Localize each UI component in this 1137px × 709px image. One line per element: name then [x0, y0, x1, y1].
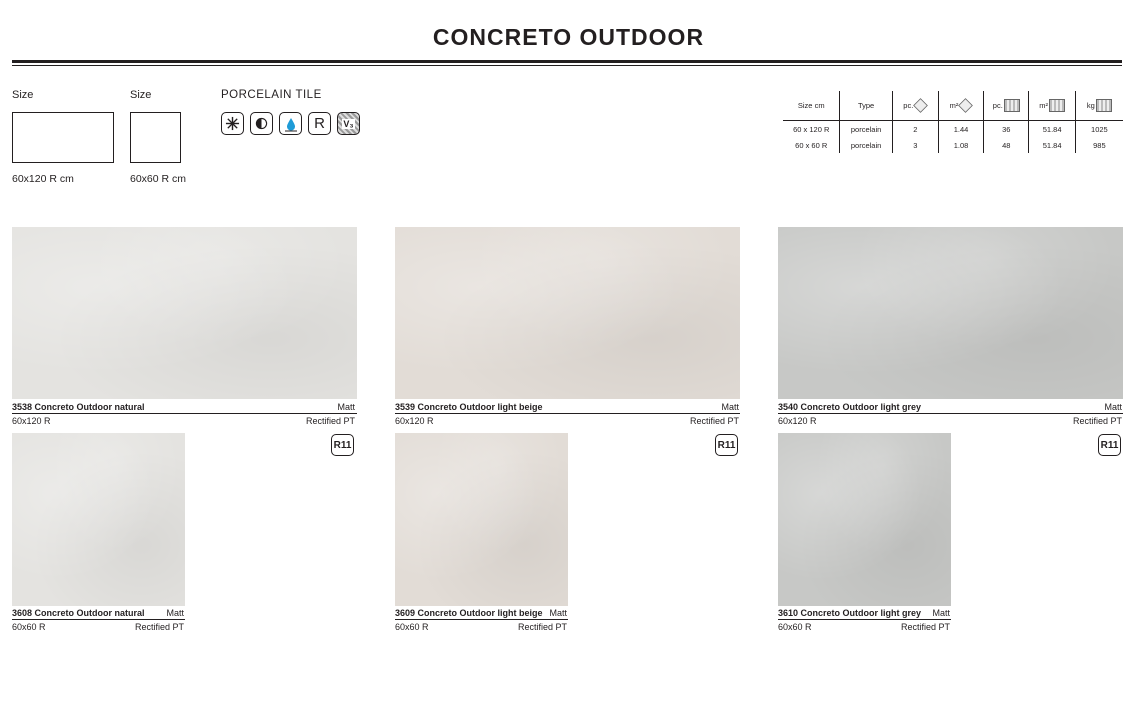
tile-swatch-3610 — [778, 433, 951, 606]
tile-swatch-3608 — [12, 433, 185, 606]
table-row: 60 x 60 R porcelain 3 1.08 48 51.84 985 — [783, 137, 1123, 153]
size-label: Size — [130, 89, 152, 101]
product-name: 3608 Concreto Outdoor natural — [12, 608, 145, 618]
r11-badge: R11 — [1098, 434, 1121, 456]
product-divider — [12, 619, 185, 620]
product-finish: Matt — [166, 608, 184, 618]
col-pc-box: pc. — [892, 91, 938, 121]
product-rectified: Rectified PT — [134, 622, 184, 632]
box-icon — [913, 98, 928, 113]
product-finish: Matt — [721, 402, 739, 412]
shade-variation-label: V₃ — [343, 118, 354, 129]
water-absorption-icon — [279, 112, 302, 135]
product-divider — [12, 413, 357, 414]
product-name: 3609 Concreto Outdoor light beige — [395, 608, 543, 618]
frost-resistant-icon — [221, 112, 244, 135]
product-divider — [395, 413, 740, 414]
product-name: 3540 Concreto Outdoor light grey — [778, 402, 922, 412]
col-m2-pallet: m² — [1029, 91, 1075, 121]
product-finish: Matt — [932, 608, 950, 618]
rectified-icon: R — [308, 112, 331, 135]
half-moon-icon — [250, 112, 273, 135]
product-name: 3610 Concreto Outdoor light grey — [778, 608, 922, 618]
size-label: Size — [12, 89, 34, 101]
product-rectified: Rectified PT — [305, 416, 355, 426]
product-divider — [395, 619, 568, 620]
tile-swatch-3540 — [778, 227, 1123, 399]
product-rectified: Rectified PT — [900, 622, 950, 632]
product-size: 60x60 R — [12, 622, 46, 632]
product-divider — [778, 619, 951, 620]
col-size: Size cm — [783, 91, 840, 121]
size-rect-60x120 — [12, 112, 114, 163]
product-size: 60x60 R — [395, 622, 429, 632]
pallet-icon — [1049, 99, 1065, 112]
col-pc-pallet: pc. — [984, 91, 1029, 121]
size-rect-60x60 — [130, 112, 181, 163]
product-rectified: Rectified PT — [689, 416, 739, 426]
product-name: 3539 Concreto Outdoor light beige — [395, 402, 543, 412]
pallet-icon — [1096, 99, 1112, 112]
title-rule — [12, 60, 1122, 63]
box-icon — [959, 98, 974, 113]
pallet-icon — [1004, 99, 1020, 112]
property-icons — [221, 112, 360, 135]
col-kg-pallet: kg — [1075, 91, 1123, 121]
product-size: 60x120 R — [778, 416, 817, 426]
product-finish: Matt — [1104, 402, 1122, 412]
product-size: 60x120 R — [395, 416, 434, 426]
product-size: 60x120 R — [12, 416, 51, 426]
col-type: Type — [840, 91, 892, 121]
col-m2-box: m² — [938, 91, 983, 121]
packaging-table — [783, 91, 1123, 153]
r11-badge: R11 — [715, 434, 738, 456]
product-size: 60x60 R — [778, 622, 812, 632]
tile-swatch-3539 — [395, 227, 740, 399]
r11-badge: R11 — [331, 434, 354, 456]
product-finish: Matt — [549, 608, 567, 618]
product-divider — [778, 413, 1123, 414]
shade-variation-icon — [337, 112, 360, 135]
size-caption: 60x120 R cm — [12, 173, 74, 185]
size-caption: 60x60 R cm — [130, 173, 187, 185]
title-rule-thin — [12, 65, 1122, 66]
porcelain-tile-label: PORCELAIN TILE — [221, 89, 322, 101]
product-rectified: Rectified PT — [1072, 416, 1122, 426]
tile-swatch-3538 — [12, 227, 357, 399]
product-name: 3538 Concreto Outdoor natural — [12, 402, 145, 412]
page-title: CONCRETO OUTDOOR — [432, 24, 705, 50]
product-rectified: Rectified PT — [517, 622, 567, 632]
table-row: 60 x 120 R porcelain 2 1.44 36 51.84 1025 — [783, 121, 1123, 138]
product-finish: Matt — [337, 402, 355, 412]
tile-swatch-3609 — [395, 433, 568, 606]
